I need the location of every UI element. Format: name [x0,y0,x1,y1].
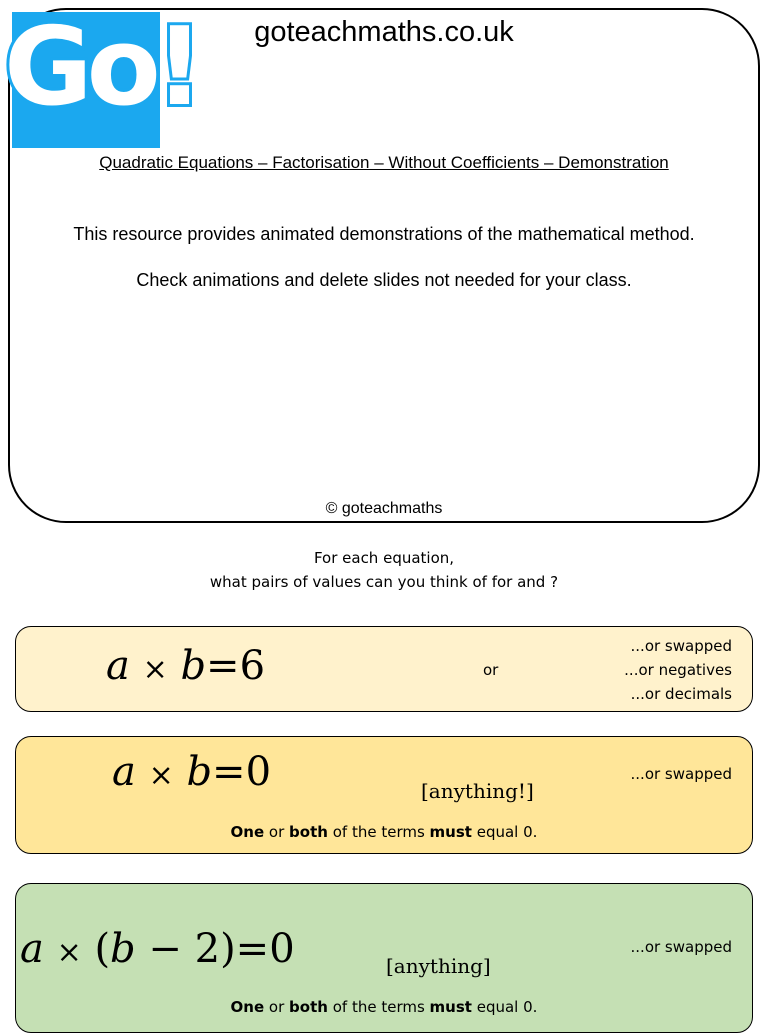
equation-product-0 [112,749,271,795]
alt-swapped: ...or swapped [630,938,732,956]
site-title: goteachmaths.co.uk [254,16,514,48]
rule-must: must [429,998,472,1016]
zero-product-rule [16,998,752,1016]
rule-both: both [289,998,328,1016]
rule-or: or [264,998,290,1016]
rule-one: One [230,823,265,841]
or-label: or [483,661,499,679]
rule-both: both [289,823,328,841]
equation-box-product-0 [15,736,753,854]
times-sign: × [142,652,168,687]
rule-end: equal 0. [471,998,538,1016]
right-paren: ) [220,926,236,972]
var-a: a [20,926,44,972]
rule-one: One [230,998,265,1016]
constant-two: 2 [194,926,221,972]
rhs-value: 0 [245,749,272,795]
copyright: © goteachmaths [325,500,443,517]
var-a: a [112,749,136,795]
rule-or: or [264,823,290,841]
equation-product-6 [106,643,265,689]
prompt-line-1: For each equation, [313,549,455,567]
equation-box-product-6 [15,626,753,712]
var-b: b [180,643,207,689]
rule-mid: of the terms [327,823,430,841]
var-b: b [110,926,136,972]
var-a: a [106,643,130,689]
anything-label: [anything] [386,954,491,978]
intro-line-2: Check animations and delete slides not needed for your class. [136,270,632,290]
alternatives-list [624,634,732,706]
times-sign: × [148,758,174,793]
intro-line-1: This resource provides animated demonstrations of the mathematical method. [73,224,695,244]
rhs-value: 0 [269,926,295,972]
rule-mid: of the terms [327,998,430,1016]
prompt-line-2: what pairs of values can you think of for and ? [209,573,559,591]
times-sign: × [56,935,82,970]
equals-sign: = [206,643,240,689]
anything-label: [anything!] [421,779,534,803]
alt-swapped: ...or swapped [630,765,732,783]
equals-sign: = [212,749,246,795]
equals-sign: = [235,926,270,972]
logo-text: Go! [4,5,199,130]
zero-product-rule [16,823,752,841]
rule-end: equal 0. [471,823,538,841]
resource-title: Quadratic Equations – Factorisation – Without Coefficients – Demonstration [99,153,669,172]
rhs-value: 6 [239,643,266,689]
left-paren: ( [94,926,111,972]
equation-bracket [20,926,295,972]
minus-sign: − [148,926,182,972]
alt-decimals: ...or decimals [630,685,732,703]
alt-negatives: ...or negatives [624,661,732,679]
var-b: b [186,749,213,795]
rule-must: must [429,823,472,841]
equation-box-bracket [15,883,753,1033]
alt-swapped: ...or swapped [630,637,732,655]
